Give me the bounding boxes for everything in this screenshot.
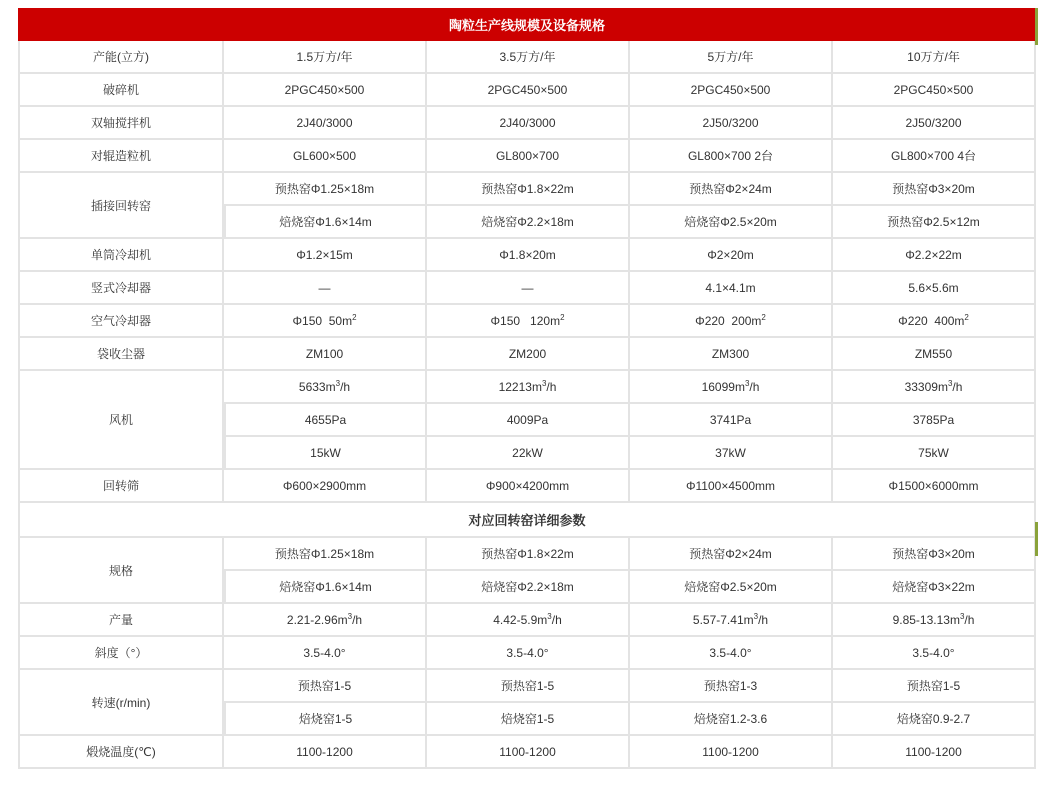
table-cell: 1100-1200 [224, 736, 427, 769]
table-cell [630, 604, 833, 637]
table-cell: 焙烧窑1.2-3.6 [630, 703, 833, 736]
table-cell: ZM100 [224, 338, 427, 371]
table-cell: 3.5-4.0° [427, 637, 630, 670]
superscript: 3 [744, 378, 750, 388]
table-cell: 3.5-4.0° [224, 637, 427, 670]
cell-value: 9.85-13.13m [892, 612, 960, 627]
table-cell: Φ2.2×22m [833, 239, 1036, 272]
table-cell: 预热窑Φ2×24m [630, 538, 833, 571]
table-cell: 焙烧窑1-5 [427, 703, 630, 736]
superscript: 2 [761, 312, 766, 322]
table-row [18, 637, 1036, 670]
table-cell [427, 371, 630, 404]
row-label: 双轴搅拌机 [18, 107, 224, 140]
cell-value: Φ220 200m [695, 313, 762, 328]
superscript: 3 [959, 611, 965, 621]
table-cell: 3.5-4.0° [833, 637, 1036, 670]
table-cell: 5万方/年 [630, 41, 833, 74]
table-cell: GL800×700 4台 [833, 140, 1036, 173]
cell-value: 5.57-7.41m [692, 612, 754, 627]
table-cell: 5.6×5.6m [833, 272, 1036, 305]
table-cell: 2PGC450×500 [224, 74, 427, 107]
cell-value: 4.42-5.9m [493, 612, 548, 627]
table-row [18, 604, 1036, 637]
table-cell: 焙烧窑Φ1.6×14m [224, 206, 427, 239]
table-cell: 2PGC450×500 [427, 74, 630, 107]
table-row [18, 107, 1036, 140]
table-cell: 4009Pa [427, 404, 630, 437]
table-cell: 3741Pa [630, 404, 833, 437]
table-cell: 焙烧窑Φ2.2×18m [427, 206, 630, 239]
section-title: 对应回转窑详细参数 [18, 503, 1036, 538]
table-cell: 2PGC450×500 [833, 74, 1036, 107]
row-label: 产量 [18, 604, 224, 637]
table-cell: Φ1.8×20m [427, 239, 630, 272]
row-label: 产能(立方) [18, 41, 224, 74]
table-cell: 2J50/3200 [833, 107, 1036, 140]
table-cell: 焙烧窑1-5 [224, 703, 427, 736]
table-title: 陶粒生产线规模及设备规格 [18, 8, 1036, 41]
table-cell: 10万方/年 [833, 41, 1036, 74]
table-cell: 1.5万方/年 [224, 41, 427, 74]
table-cell [630, 371, 833, 404]
table-cell: 3.5万方/年 [427, 41, 630, 74]
table-cell: Φ2×20m [630, 239, 833, 272]
cell-unit: /h [551, 612, 562, 627]
superscript: 2 [352, 312, 357, 322]
table-cell: Φ1500×6000mm [833, 470, 1036, 503]
table-cell: 4.1×4.1m [630, 272, 833, 305]
superscript: 3 [753, 611, 759, 621]
table-cell: GL800×700 2台 [630, 140, 833, 173]
table-cell: 预热窑Φ1.8×22m [427, 538, 630, 571]
table-cell: ZM200 [427, 338, 630, 371]
table-cell: 预热窑Φ3×20m [833, 538, 1036, 571]
table-cell: 预热窑1-5 [224, 670, 427, 703]
table-cell: ZM550 [833, 338, 1036, 371]
table-row [18, 338, 1036, 371]
table-cell: 预热窑1-5 [833, 670, 1036, 703]
row-label: 回转筛 [18, 470, 224, 503]
row-label: 单筒冷却机 [18, 239, 224, 272]
row-label: 风机 [18, 371, 224, 470]
table-cell: 37kW [630, 437, 833, 470]
row-label: 转速(r/min) [18, 670, 224, 736]
table-cell: 焙烧窑Φ2.5×20m [630, 206, 833, 239]
table-cell: 75kW [833, 437, 1036, 470]
superscript: 2 [560, 312, 565, 322]
superscript: 3 [947, 378, 953, 388]
table-cell: Φ1100×4500mm [630, 470, 833, 503]
cell-unit: /h [546, 379, 557, 394]
table-cell: 预热窑Φ2×24m [630, 173, 833, 206]
table-cell: — [427, 272, 630, 305]
cell-unit: /h [964, 612, 975, 627]
table-row [18, 272, 1036, 305]
row-label: 煅烧温度(℃) [18, 736, 224, 769]
cell-unit: /h [952, 379, 963, 394]
superscript: 3 [541, 378, 547, 388]
table-cell: 2J40/3000 [427, 107, 630, 140]
row-label: 斜度（°） [18, 637, 224, 670]
table-cell [833, 604, 1036, 637]
table-cell [224, 371, 427, 404]
table-cell: 预热窑1-3 [630, 670, 833, 703]
superscript: 3 [335, 378, 341, 388]
table-cell: 4655Pa [224, 404, 427, 437]
row-label: 插接回转窑 [18, 173, 224, 239]
table-cell: 1100-1200 [833, 736, 1036, 769]
row-label: 空气冷却器 [18, 305, 224, 338]
table-cell: — [224, 272, 427, 305]
table-row [18, 140, 1036, 173]
table-cell: 2J50/3200 [630, 107, 833, 140]
cell-value: 12213m [498, 379, 542, 394]
spec-table-wrapper [18, 8, 1036, 769]
table-cell: 预热窑Φ1.8×22m [427, 173, 630, 206]
table-cell: 预热窑Φ2.5×12m [833, 206, 1036, 239]
superscript: 3 [547, 611, 552, 621]
table-cell: 2PGC450×500 [630, 74, 833, 107]
table-row [18, 305, 1036, 338]
cell-value: Φ150 120m [490, 313, 561, 328]
table-cell: Φ900×4200mm [427, 470, 630, 503]
table-cell: 预热窑Φ1.25×18m [224, 538, 427, 571]
cell-unit: /h [758, 612, 769, 627]
table-row [18, 538, 1036, 571]
table-cell [427, 604, 630, 637]
table-row [18, 239, 1036, 272]
row-label: 竖式冷却器 [18, 272, 224, 305]
cell-unit: /h [340, 379, 351, 394]
table-cell: 1100-1200 [630, 736, 833, 769]
table-cell [427, 305, 630, 338]
table-cell: 15kW [224, 437, 427, 470]
cell-value: Φ150 50m [292, 313, 353, 328]
table-cell [224, 604, 427, 637]
table-cell: ZM300 [630, 338, 833, 371]
cell-value: 2.21-2.96m [286, 612, 348, 627]
table-cell: 焙烧窑0.9-2.7 [833, 703, 1036, 736]
table-cell: Φ1.2×15m [224, 239, 427, 272]
table-cell: 预热窑1-5 [427, 670, 630, 703]
table-cell: Φ600×2900mm [224, 470, 427, 503]
table-row [18, 41, 1036, 74]
table-cell: 焙烧窑Φ2.5×20m [630, 571, 833, 604]
table-cell [630, 305, 833, 338]
cell-value: Φ220 400m [898, 313, 965, 328]
accent-bar-top [1035, 8, 1038, 45]
table-cell: 预热窑Φ3×20m [833, 173, 1036, 206]
table-row [18, 736, 1036, 769]
cell-value: 5633m [298, 379, 336, 394]
cell-value: 16099m [701, 379, 745, 394]
table-cell: 焙烧窑Φ3×22m [833, 571, 1036, 604]
production-line-spec-table [18, 8, 1036, 769]
cell-unit: /h [352, 612, 363, 627]
table-cell: GL800×700 [427, 140, 630, 173]
table-cell: 焙烧窑Φ1.6×14m [224, 571, 427, 604]
table-row [18, 173, 1036, 206]
table-cell: 2J40/3000 [224, 107, 427, 140]
table-cell: 预热窑Φ1.25×18m [224, 173, 427, 206]
row-label: 规格 [18, 538, 224, 604]
table-cell [833, 305, 1036, 338]
table-cell [833, 371, 1036, 404]
table-cell: 22kW [427, 437, 630, 470]
table-cell: 1100-1200 [427, 736, 630, 769]
superscript: 3 [347, 611, 353, 621]
table-cell: 焙烧窑Φ2.2×18m [427, 571, 630, 604]
cell-unit: /h [749, 379, 760, 394]
table-cell [224, 305, 427, 338]
section-header-row [18, 503, 1036, 538]
table-cell: GL600×500 [224, 140, 427, 173]
table-row [18, 371, 1036, 404]
row-label: 破碎机 [18, 74, 224, 107]
accent-bar-section [1035, 522, 1038, 556]
table-row [18, 670, 1036, 703]
table-title-row [18, 8, 1036, 41]
cell-value: 33309m [904, 379, 948, 394]
table-cell: 3.5-4.0° [630, 637, 833, 670]
superscript: 2 [964, 312, 969, 322]
row-label: 对辊造粒机 [18, 140, 224, 173]
table-cell: 3785Pa [833, 404, 1036, 437]
table-row [18, 74, 1036, 107]
table-row [18, 470, 1036, 503]
row-label: 袋收尘器 [18, 338, 224, 371]
